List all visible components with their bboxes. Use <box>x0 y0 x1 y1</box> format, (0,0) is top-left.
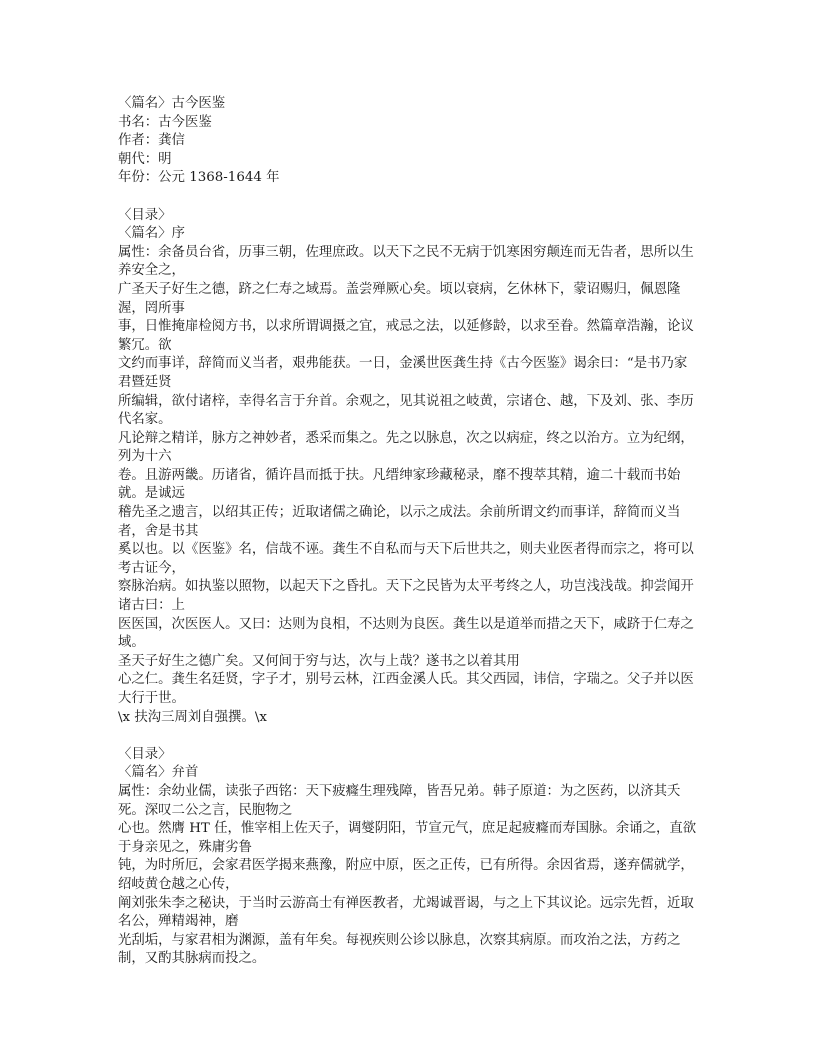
chapter-tag: 〈篇名〉弁首 <box>118 765 199 781</box>
text-line: 圣天子好生之德广矣。又何间于穷与达，次与上哉？遂书之以着其用 <box>118 653 520 669</box>
text-line: 奚以也。以《医鉴》名，信哉不诬。龚生不自私而与天下后世共之，则夫业医者得而宗之，将可以考古证今， <box>118 542 694 576</box>
author: 作者：龚信 <box>118 133 185 149</box>
toc-tag: 〈目录〉 <box>118 207 172 223</box>
text-line: 广圣天子好生之德，跻之仁寿之域焉。盖尝殚厥心矣。顷以衰病，乞休林下，蒙诏赐归，佩恩隆渥，罔所事 <box>118 281 681 316</box>
text-line: 事，日惟掩扉检阅方书，以求所谓调摄之宜，戒忌之法，以延修龄，以求至眷。然篇章浩瀚，论议繁冗。欲 <box>118 319 694 353</box>
text-line: 医医国，次医医人。又曰：达则为良相，不达则为良医。龚生以是道举而措之天下，咸跻于仁寿之域。 <box>118 616 694 651</box>
text-line: 属性：余幼业儒，读张子西铭：天下疲癃生理残障，皆吾兄弟。韩子原道：为之医药，以济其夭死。深叹二公之言，民胞物之 <box>118 783 681 818</box>
text-line: 所编辑，欲付诸梓，幸得名言于弁首。余观之，见其说祖之岐黄，宗诸仓、越，下及刘、张、李历代名家。 <box>118 393 694 428</box>
text-line: 心之仁。龚生名廷贤，字子才，别号云林，江西金溪人氏。其父西园，讳信，字瑞之。父子并以医大行于世。 <box>118 672 694 706</box>
section <box>118 746 698 969</box>
text-line: 属性：余备员台省，历事三朝，佐理庶政。以天下之民不无病于饥寒困穷颠连而无告者，思所以生养安全之， <box>118 244 694 279</box>
text-line: 心也。然膺 HT 任，惟宰相上佐天子，调燮阴阳，节宣元气，庶足起疲癃而寿国脉。余诵之，直欲于身亲见之，殊庸劣鲁 <box>118 821 697 855</box>
dynasty: 朝代：明 <box>118 151 172 167</box>
text-line: 阐刘张朱李之秘诀，于当时云游高士有禅医教者，尤竭诚晋谒，与之上下其议论。远宗先哲，近取名公，殚精竭神，磨 <box>118 895 694 930</box>
text-line: 稽先圣之遗言，以绍其正传；近取诸儒之确论，以示之成法。余前所谓文约而事详，辞简而义当者，舍是书其 <box>118 505 681 539</box>
blank-line <box>118 727 698 746</box>
chapter-tag: 〈篇名〉古今医鉴 <box>118 96 226 111</box>
section <box>118 207 698 746</box>
year: 年份：公元 1368-1644 年 <box>118 170 280 186</box>
toc-tag: 〈目录〉 <box>118 746 172 762</box>
text-line: 卷。且游两畿。历诸省，循许昌而抵于扶。凡缙绅家珍藏秘录，靡不搜萃其精，逾二十载而书始就。是诚远 <box>118 467 681 502</box>
chapter-tag: 〈篇名〉序 <box>118 226 185 242</box>
blank-line <box>118 188 698 207</box>
document-page <box>118 95 698 969</box>
book-name: 书名：古今医鉴 <box>118 114 212 130</box>
text-line: 钝，为时所厄，会家君医学揭来燕豫，附应中原，医之正传，已有所得。余因省焉，遂弃儒就学，绍岐黄仓越之心传， <box>118 858 694 892</box>
text-line: 光刮垢，与家君相为渊源，盖有年矣。每视疾则公诊以脉息，次察其病原。而攻治之法，方药之制，又酌其脉病而投之。 <box>118 932 681 967</box>
text-line: 凡论辩之精详，脉方之神妙者，悉采而集之。先之以脉息，次之以病症，终之以治方。立为纪纲，列为十六 <box>118 430 694 465</box>
text-line: 察脉治病。如执鉴以照物，以起天下之昏扎。天下之民皆为太平考终之人，功岂浅浅哉。抑尝闻开诸古曰：上 <box>118 579 694 614</box>
text-line: 文约而事详，辞简而义当者，艰弗能获。一日，金溪世医龚生持《古今医鉴》谒余曰：“是书乃家君暨廷贤 <box>118 356 688 390</box>
text-line: \x 扶沟三周刘自强撰。\x <box>118 709 267 725</box>
sections-container <box>118 207 698 969</box>
